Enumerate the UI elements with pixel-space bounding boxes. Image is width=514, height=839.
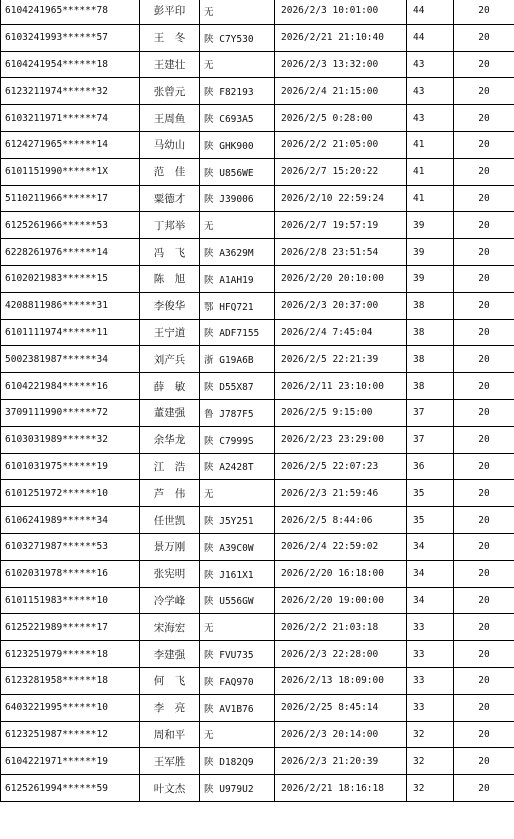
name-cell: 任世凯: [140, 507, 200, 534]
name-cell: 李俊华: [140, 292, 200, 319]
table-row: [1, 78, 514, 105]
points-cell: 20: [454, 185, 514, 212]
id-number-cell: 6123281958******18: [1, 667, 140, 694]
name-cell: 丁邦举: [140, 212, 200, 239]
points-cell: 20: [454, 426, 514, 453]
score-cell: 44: [407, 24, 454, 51]
score-cell: 37: [407, 399, 454, 426]
plate-cell: 陕 C693A5: [200, 105, 275, 132]
plate-cell: 陕 A39C0W: [200, 533, 275, 560]
points-cell: 20: [454, 346, 514, 373]
id-number-cell: 6103271987******53: [1, 533, 140, 560]
score-cell: 33: [407, 614, 454, 641]
time-cell: 2026/2/7 15:20:22: [275, 158, 407, 185]
table-row: [1, 560, 514, 587]
score-cell: 39: [407, 265, 454, 292]
score-cell: 41: [407, 185, 454, 212]
name-cell: 何 飞: [140, 667, 200, 694]
table-row: [1, 641, 514, 668]
table-row: [1, 748, 514, 775]
id-number-cell: 6103211971******74: [1, 105, 140, 132]
time-cell: 2026/2/21 18:16:18: [275, 775, 407, 802]
table-row: [1, 0, 514, 24]
table-row: [1, 319, 514, 346]
table-row: [1, 292, 514, 319]
points-cell: 20: [454, 51, 514, 78]
id-number-cell: 6103031989******32: [1, 426, 140, 453]
score-cell: 35: [407, 480, 454, 507]
table-row: [1, 480, 514, 507]
table-row: [1, 185, 514, 212]
score-cell: 39: [407, 212, 454, 239]
table-row: [1, 667, 514, 694]
id-number-cell: 6101151983******10: [1, 587, 140, 614]
id-number-cell: 6104241965******78: [1, 0, 140, 24]
id-number-cell: 6103241993******57: [1, 24, 140, 51]
time-cell: 2026/2/4 22:59:02: [275, 533, 407, 560]
points-cell: 20: [454, 480, 514, 507]
time-cell: 2026/2/3 22:28:00: [275, 641, 407, 668]
table-row: [1, 131, 514, 158]
plate-cell: 无: [200, 212, 275, 239]
table-row: [1, 105, 514, 132]
name-cell: 张宪明: [140, 560, 200, 587]
name-cell: 芦 伟: [140, 480, 200, 507]
plate-cell: 陕 C7999S: [200, 426, 275, 453]
name-cell: 粟德才: [140, 185, 200, 212]
score-cell: 33: [407, 641, 454, 668]
score-cell: 41: [407, 158, 454, 185]
name-cell: 王 冬: [140, 24, 200, 51]
plate-cell: 陕 J5Y251: [200, 507, 275, 534]
plate-cell: 无: [200, 0, 275, 24]
score-cell: 39: [407, 239, 454, 266]
time-cell: 2026/2/5 9:15:00: [275, 399, 407, 426]
time-cell: 2026/2/3 21:59:46: [275, 480, 407, 507]
plate-cell: 陕 J39006: [200, 185, 275, 212]
table-row: [1, 373, 514, 400]
table-row: [1, 587, 514, 614]
plate-cell: 无: [200, 614, 275, 641]
id-number-cell: 6101151990******1X: [1, 158, 140, 185]
score-cell: 37: [407, 426, 454, 453]
points-cell: 20: [454, 507, 514, 534]
table-row: [1, 507, 514, 534]
score-cell: 32: [407, 748, 454, 775]
name-cell: 江 浩: [140, 453, 200, 480]
plate-cell: 陕 D55X87: [200, 373, 275, 400]
id-number-cell: 6123211974******32: [1, 78, 140, 105]
id-number-cell: 6403221995******10: [1, 694, 140, 721]
time-cell: 2026/2/3 21:20:39: [275, 748, 407, 775]
points-cell: 20: [454, 721, 514, 748]
name-cell: 王宁道: [140, 319, 200, 346]
points-cell: 20: [454, 131, 514, 158]
name-cell: 李 亮: [140, 694, 200, 721]
points-cell: 20: [454, 694, 514, 721]
score-cell: 43: [407, 105, 454, 132]
points-cell: 20: [454, 775, 514, 802]
table-row: [1, 721, 514, 748]
points-cell: 20: [454, 158, 514, 185]
name-cell: 陈 旭: [140, 265, 200, 292]
points-cell: 20: [454, 667, 514, 694]
points-cell: 20: [454, 0, 514, 24]
plate-cell: 陕 U979U2: [200, 775, 275, 802]
points-cell: 20: [454, 105, 514, 132]
table-row: [1, 399, 514, 426]
table-body: [1, 0, 514, 801]
time-cell: 2026/2/21 21:10:40: [275, 24, 407, 51]
score-cell: 34: [407, 560, 454, 587]
table-row: [1, 212, 514, 239]
time-cell: 2026/2/4 21:15:00: [275, 78, 407, 105]
plate-cell: 无: [200, 721, 275, 748]
points-cell: 20: [454, 587, 514, 614]
table-row: [1, 24, 514, 51]
points-cell: 20: [454, 399, 514, 426]
name-cell: 马幼山: [140, 131, 200, 158]
plate-cell: 陕 ADF7155: [200, 319, 275, 346]
id-number-cell: 5002381987******34: [1, 346, 140, 373]
table-row: [1, 775, 514, 802]
id-number-cell: 6124271965******14: [1, 131, 140, 158]
plate-cell: 陕 D182Q9: [200, 748, 275, 775]
score-cell: 34: [407, 533, 454, 560]
time-cell: 2026/2/20 19:00:00: [275, 587, 407, 614]
id-number-cell: 6102021983******15: [1, 265, 140, 292]
points-cell: 20: [454, 748, 514, 775]
time-cell: 2026/2/4 7:45:04: [275, 319, 407, 346]
time-cell: 2026/2/7 19:57:19: [275, 212, 407, 239]
table-row: [1, 158, 514, 185]
name-cell: 彭平印: [140, 0, 200, 24]
id-number-cell: 6104221971******19: [1, 748, 140, 775]
id-number-cell: 6104241954******18: [1, 51, 140, 78]
time-cell: 2026/2/5 22:07:23: [275, 453, 407, 480]
score-cell: 43: [407, 51, 454, 78]
id-number-cell: 6123251979******18: [1, 641, 140, 668]
score-cell: 44: [407, 0, 454, 24]
score-cell: 43: [407, 78, 454, 105]
name-cell: 宋海宏: [140, 614, 200, 641]
score-cell: 36: [407, 453, 454, 480]
name-cell: 周和平: [140, 721, 200, 748]
points-cell: 20: [454, 292, 514, 319]
name-cell: 范 佳: [140, 158, 200, 185]
points-cell: 20: [454, 319, 514, 346]
time-cell: 2026/2/8 23:51:54: [275, 239, 407, 266]
score-cell: 33: [407, 667, 454, 694]
score-cell: 38: [407, 319, 454, 346]
id-number-cell: 6123251987******12: [1, 721, 140, 748]
points-cell: 20: [454, 560, 514, 587]
table-row: [1, 453, 514, 480]
plate-cell: 陕 U556GW: [200, 587, 275, 614]
score-cell: 38: [407, 346, 454, 373]
points-cell: 20: [454, 373, 514, 400]
time-cell: 2026/2/5 0:28:00: [275, 105, 407, 132]
table-row: [1, 694, 514, 721]
plate-cell: 陕 A3629M: [200, 239, 275, 266]
plate-cell: 陕 AV1B76: [200, 694, 275, 721]
points-cell: 20: [454, 24, 514, 51]
plate-cell: 陕 J161X1: [200, 560, 275, 587]
id-number-cell: 6125261966******53: [1, 212, 140, 239]
id-number-cell: 3709111990******72: [1, 399, 140, 426]
name-cell: 薛 敏: [140, 373, 200, 400]
table-row: [1, 533, 514, 560]
score-cell: 32: [407, 721, 454, 748]
name-cell: 叶文杰: [140, 775, 200, 802]
points-cell: 20: [454, 78, 514, 105]
plate-cell: 陕 GHK900: [200, 131, 275, 158]
id-number-cell: 6228261976******14: [1, 239, 140, 266]
table-row: [1, 346, 514, 373]
points-cell: 20: [454, 614, 514, 641]
time-cell: 2026/2/2 21:03:18: [275, 614, 407, 641]
time-cell: 2026/2/3 20:14:00: [275, 721, 407, 748]
time-cell: 2026/2/2 21:05:00: [275, 131, 407, 158]
plate-cell: 陕 U856WE: [200, 158, 275, 185]
time-cell: 2026/2/3 13:32:00: [275, 51, 407, 78]
id-number-cell: 4208811986******31: [1, 292, 140, 319]
name-cell: 王军胜: [140, 748, 200, 775]
score-cell: 32: [407, 775, 454, 802]
time-cell: 2026/2/3 10:01:00: [275, 0, 407, 24]
points-cell: 20: [454, 212, 514, 239]
plate-cell: 浙 G19A6B: [200, 346, 275, 373]
plate-cell: 陕 F82193: [200, 78, 275, 105]
plate-cell: 陕 C7Y530: [200, 24, 275, 51]
table-row: [1, 51, 514, 78]
name-cell: 董建强: [140, 399, 200, 426]
id-number-cell: 6125261994******59: [1, 775, 140, 802]
time-cell: 2026/2/3 20:37:00: [275, 292, 407, 319]
id-number-cell: 6102031978******16: [1, 560, 140, 587]
score-cell: 38: [407, 373, 454, 400]
table-row: [1, 265, 514, 292]
score-cell: 35: [407, 507, 454, 534]
time-cell: 2026/2/5 22:21:39: [275, 346, 407, 373]
score-cell: 34: [407, 587, 454, 614]
table-row: [1, 614, 514, 641]
time-cell: 2026/2/13 18:09:00: [275, 667, 407, 694]
id-number-cell: 5110211966******17: [1, 185, 140, 212]
plate-cell: 无: [200, 51, 275, 78]
id-number-cell: 6106241989******34: [1, 507, 140, 534]
score-cell: 33: [407, 694, 454, 721]
time-cell: 2026/2/25 8:45:14: [275, 694, 407, 721]
id-number-cell: 6125221989******17: [1, 614, 140, 641]
plate-cell: 鄂 HFQ721: [200, 292, 275, 319]
id-number-cell: 6104221984******16: [1, 373, 140, 400]
name-cell: 冷学峰: [140, 587, 200, 614]
table-row: [1, 239, 514, 266]
time-cell: 2026/2/11 23:10:00: [275, 373, 407, 400]
time-cell: 2026/2/20 20:10:00: [275, 265, 407, 292]
plate-cell: 陕 FAQ970: [200, 667, 275, 694]
name-cell: 张曾元: [140, 78, 200, 105]
plate-cell: 陕 FVU735: [200, 641, 275, 668]
score-cell: 41: [407, 131, 454, 158]
name-cell: 余华龙: [140, 426, 200, 453]
points-cell: 20: [454, 453, 514, 480]
points-cell: 20: [454, 239, 514, 266]
id-number-cell: 6101111974******11: [1, 319, 140, 346]
score-cell: 38: [407, 292, 454, 319]
points-cell: 20: [454, 265, 514, 292]
plate-cell: 无: [200, 480, 275, 507]
time-cell: 2026/2/10 22:59:24: [275, 185, 407, 212]
name-cell: 冯 飞: [140, 239, 200, 266]
time-cell: 2026/2/5 8:44:06: [275, 507, 407, 534]
time-cell: 2026/2/23 23:29:00: [275, 426, 407, 453]
name-cell: 王周鱼: [140, 105, 200, 132]
id-number-cell: 6101031975******19: [1, 453, 140, 480]
id-number-cell: 6101251972******10: [1, 480, 140, 507]
plate-cell: 陕 A2428T: [200, 453, 275, 480]
plate-cell: 鲁 J787F5: [200, 399, 275, 426]
name-cell: 景万刚: [140, 533, 200, 560]
plate-cell: 陕 A1AH19: [200, 265, 275, 292]
name-cell: 刘产兵: [140, 346, 200, 373]
name-cell: 李建强: [140, 641, 200, 668]
points-cell: 20: [454, 533, 514, 560]
table-row: [1, 426, 514, 453]
name-cell: 王建壮: [140, 51, 200, 78]
points-cell: 20: [454, 641, 514, 668]
time-cell: 2026/2/20 16:18:00: [275, 560, 407, 587]
